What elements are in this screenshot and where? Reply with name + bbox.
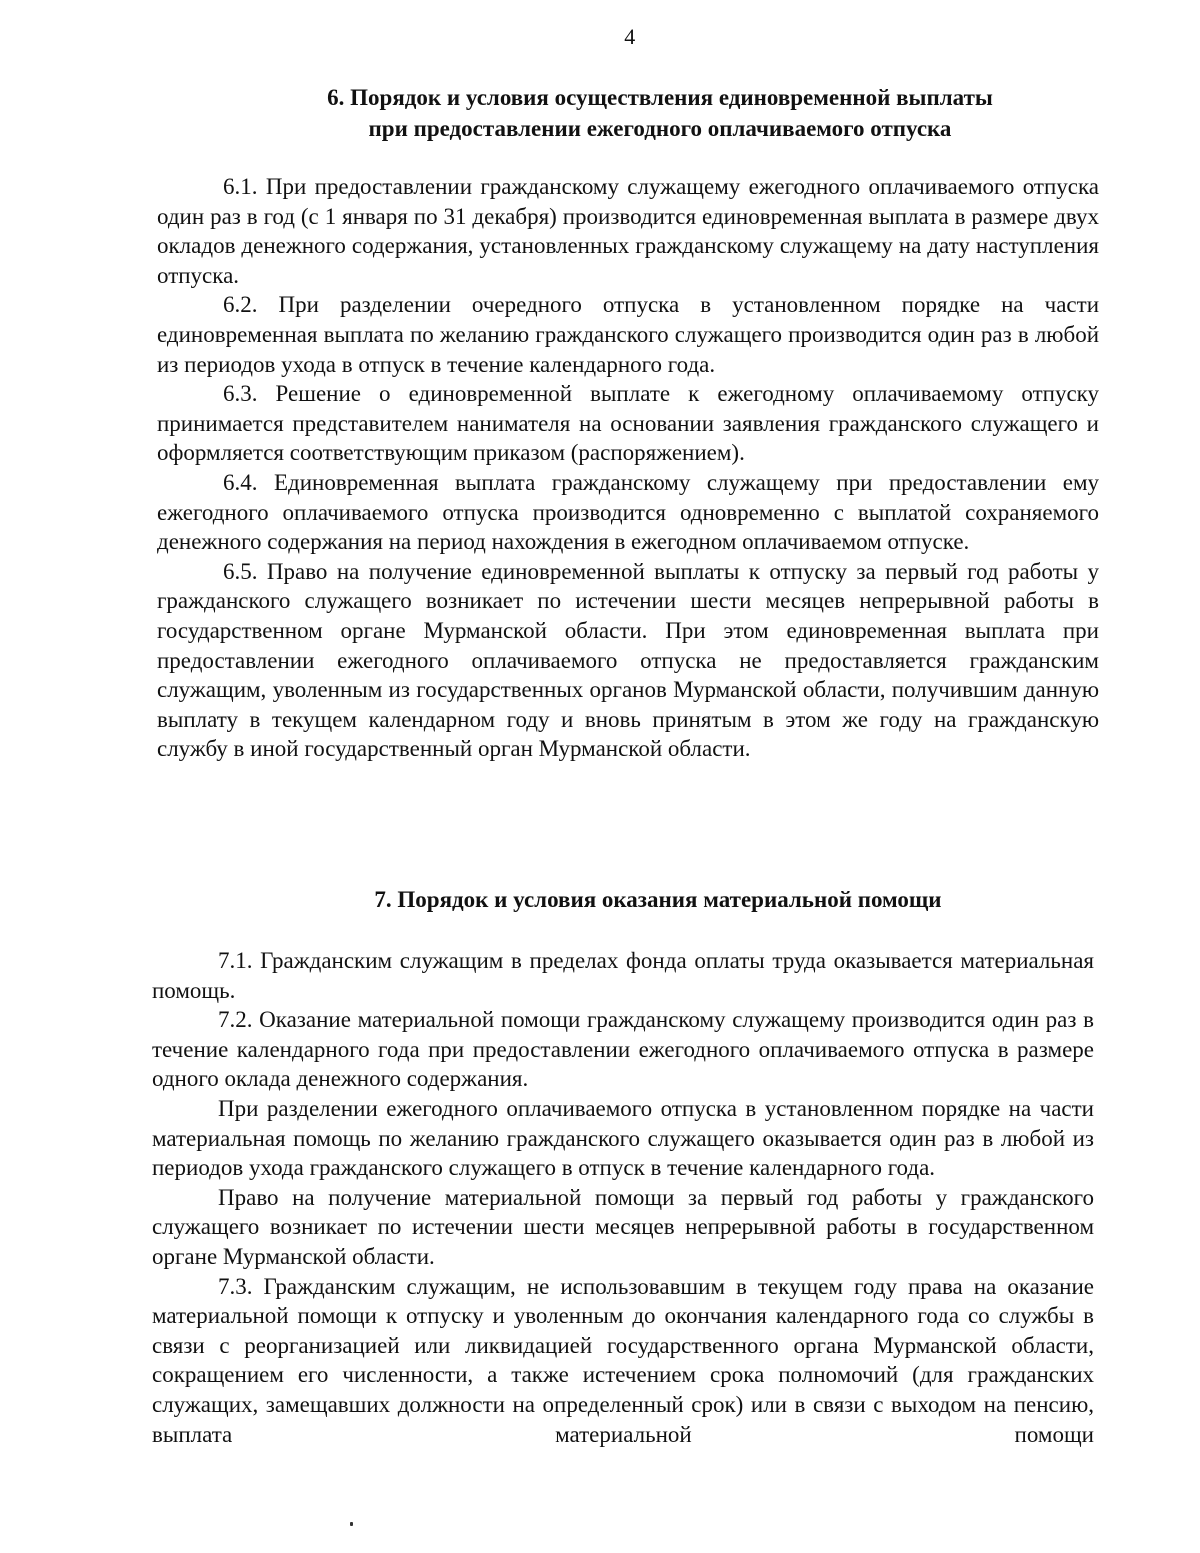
section-7-title-line: 7. Порядок и условия оказания материальной помощи	[374, 887, 942, 912]
section-7-body	[152, 946, 1094, 1449]
paragraph-6-4: 6.4. Единовременная выплата гражданскому служащему при предоставлении ему ежегодного оплачиваемого отпуска производится одновременно с выплатой сохраняемого денежного содержания на период нахождения в ежегодном оплачиваемом отпуске.	[157, 469, 1099, 555]
paragraph-7-1: 7.1. Гражданским служащим в пределах фонда оплаты труда оказывается материальная помощь.	[152, 948, 1094, 1003]
paragraph-7-2-first-year: Право на получение материальной помощи за первый год работы у гражданского служащего возникает по истечении шести месяцев непрерывной работы в государственном органе Мурманской области.	[152, 1184, 1094, 1269]
section-6-title-line-2: при предоставлении ежегодного оплачиваемого отпуска	[368, 116, 952, 141]
paragraph-6-5: 6.5. Право на получение единовременной выплаты к отпуску за первый год работы у гражданского служащего возникает по истечении шести месяцев непрерывной работы в государственном органе Мурманской области. При этом единовременная выплата при предоставлении ежегодного оплачиваемого отпуска не предоставляется гражданским служащим, уволенным из государственных органов Мурманской области, получившим данную выплату в текущем календарном году и вновь принятым в этом же году на гражданскую службу в иной государственный орган Мурманской области.	[157, 558, 1099, 762]
page-number: 4	[624, 24, 636, 49]
paragraph-6-1: 6.1. При предоставлении гражданскому служащему ежегодного оплачиваемого отпуска один раз в год (с 1 января по 31 декабря) производится единовременная выплата в размере двух окладов денежного содержания, установленных гражданскому служащему на дату наступления отпуска.	[157, 174, 1099, 288]
section-7-title	[158, 884, 1158, 915]
scan-speck	[350, 1522, 353, 1526]
section-6-title	[160, 82, 1160, 144]
paragraph-7-2: 7.2. Оказание материальной помощи гражданскому служащему производится один раз в течение календарного года при предоставлении ежегодного оплачиваемого отпуска в размере одного оклада денежного содержания.	[152, 1007, 1094, 1092]
section-6-body	[157, 172, 1099, 764]
paragraph-7-3-wrapper	[152, 1272, 1094, 1450]
paragraph-7-3: 7.3. Гражданским служащим, не использовавшим в текущем году права на оказание материальной помощи к отпуску и уволенным до окончания календарного года со службы в связи с реорганизацией или ликвидацией государственного органа Мурманской области, сокращением его численности, а также истечением срока полномочий (для гражданских служащих, замещавших должности на определенный срок) или в связи с выходом на пенсию, выплата материальной помощи	[152, 1273, 1094, 1447]
paragraph-6-2: 6.2. При разделении очередного отпуска в установленном порядке на части единовременная выплата по желанию гражданского служащего производится один раз в любой из периодов ухода в отпуск в течение календарного года.	[157, 292, 1099, 377]
paragraph-6-3: 6.3. Решение о единовременной выплате к ежегодному оплачиваемому отпуску принимается представителем нанимателя на основании заявления гражданского служащего и оформляется соответствующим приказом (распоряжением).	[157, 381, 1099, 466]
section-6-title-line-1: 6. Порядок и условия осуществления единовременной выплаты	[327, 85, 993, 110]
paragraph-7-2-part-division: При разделении ежегодного оплачиваемого отпуска в установленном порядке на части материальная помощь по желанию гражданского служащего оказывается один раз в любой из периодов ухода гражданского служащего в отпуск в течение календарного года.	[152, 1095, 1094, 1181]
